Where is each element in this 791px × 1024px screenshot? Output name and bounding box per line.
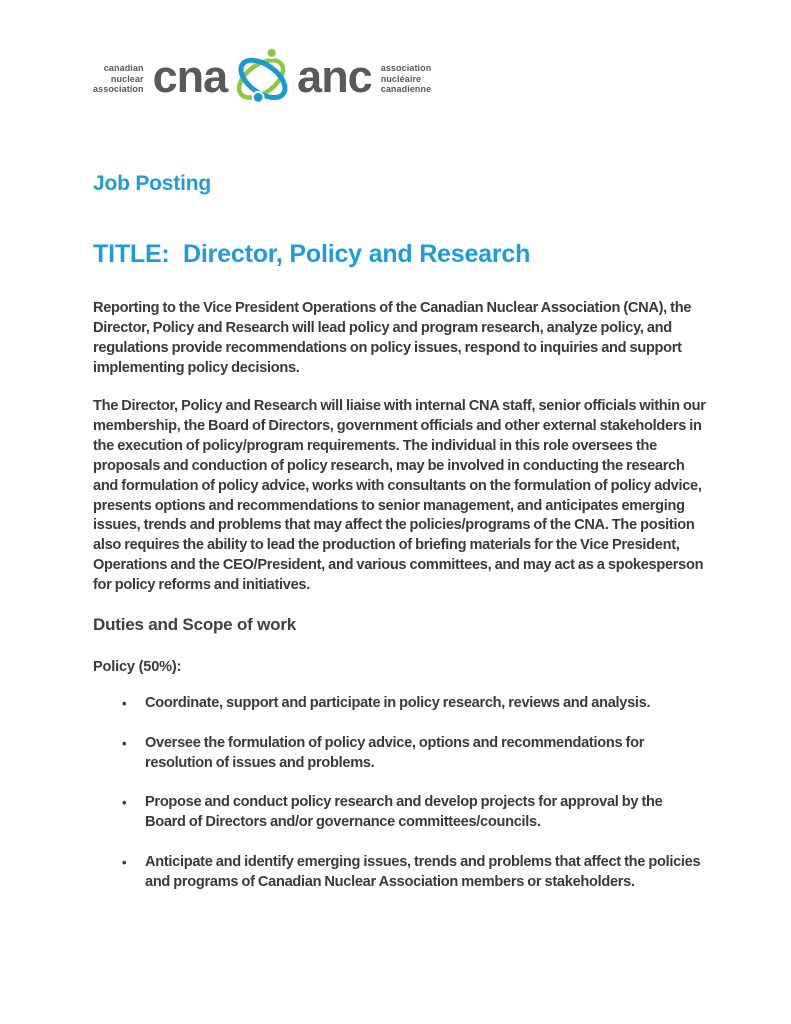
- page-title: TITLE: Director, Policy and Research: [93, 240, 531, 268]
- blue-electron-dot: [253, 92, 264, 103]
- list-item-text: Coordinate, support and participate in policy research, reviews and analysis.: [145, 694, 651, 711]
- list-item: [93, 793, 706, 833]
- atom-orbits-icon: [233, 46, 291, 108]
- list-item: [93, 694, 706, 714]
- list-item: [93, 734, 706, 774]
- logo-left-caption-line: nuclear: [110, 73, 144, 84]
- cna-anc-logo: [93, 48, 706, 110]
- list-item: [93, 853, 706, 893]
- intro-paragraph: The Director, Policy and Research will liaise with internal CNA staff, senior officials within our membership, the Board of Directors, government officials and other external stakeholders in the execution of policy/program requirements. The individual in this role oversees the proposals and conduction of policy research, may be involved in conducting the research and formulation of policy advice, works with consultants on the formulation of policy advice, presents options and recommendations to senior management, and anticipates emerging issues, trends and problems that may affect the policies/programs of the CNA. The position also requires the ability to lead the production of briefing materials for the Vice President, Operations and the CEO/President, and various committees, and may act as a spokesperson for policy reforms and initiatives.: [93, 398, 706, 593]
- anc-wordmark: anc: [297, 50, 372, 102]
- duties-bullet-list: [93, 694, 706, 893]
- list-item-text: Oversee the formulation of policy advice, options and recommendations for resolution of issues and problems.: [145, 734, 645, 771]
- bullet-icon: •: [122, 695, 127, 711]
- policy-subsection-heading: Policy (50%):: [93, 658, 182, 675]
- logo-right-caption: [381, 63, 432, 95]
- duties-section-heading: Duties and Scope of work: [93, 614, 297, 634]
- job-posting-kicker: Job Posting: [93, 172, 211, 195]
- intro-paragraph: Reporting to the Vice President Operations of the Canadian Nuclear Association (CNA), the Director, Policy and Research will lead policy and program research, analyze policy, and regulations provide recommendations on policy issues, respond to inquiries and support implementing policy decisions.: [93, 300, 692, 376]
- logo-right-caption-line: nucléaire: [380, 73, 422, 84]
- logo-left-caption: [93, 63, 144, 95]
- logo-left-caption-line: association: [93, 84, 144, 95]
- logo-right-caption-line: association: [380, 63, 432, 74]
- cna-wordmark: cna: [152, 50, 228, 102]
- logo-right-caption-line: canadienne: [380, 84, 432, 95]
- list-item-text: Anticipate and identify emerging issues, trends and problems that affect the policies and programs of Canadian Nuclear Association members or stakeholders.: [145, 854, 701, 890]
- green-electron-dot: [267, 48, 277, 58]
- bullet-icon: •: [122, 735, 127, 751]
- logo-left-caption-line: canadian: [103, 63, 144, 74]
- bullet-icon: •: [122, 795, 127, 811]
- intro-paragraphs: [93, 299, 706, 596]
- list-item-text: Propose and conduct policy research and develop projects for approval by the Board of Directors and/or governance committees/councils.: [145, 794, 663, 831]
- bullet-icon: •: [122, 855, 127, 871]
